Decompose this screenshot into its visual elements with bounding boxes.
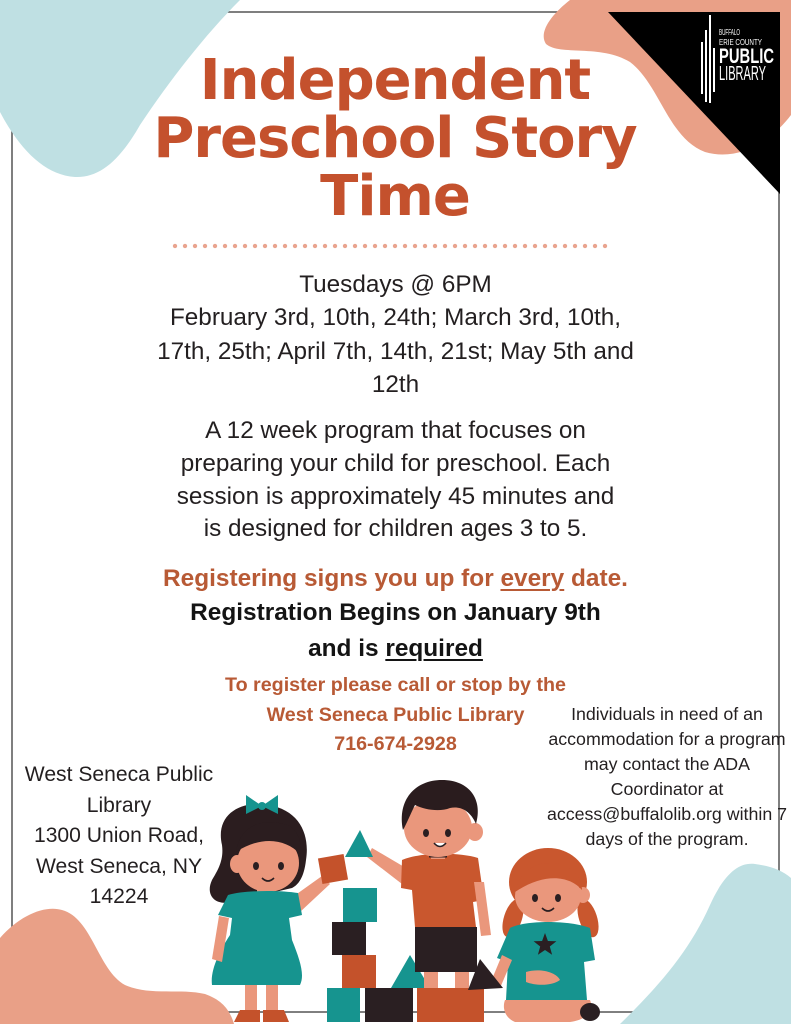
orange-block-held <box>318 854 348 884</box>
girl-left-leg <box>245 985 257 1011</box>
accessibility-notice: Individuals in need of an accommodation for a program may contact the ADA Coordinator at access@buffalolib.org within 7 days of the program. <box>546 704 788 849</box>
block-black <box>332 922 366 955</box>
girl-right-legs <box>504 1000 591 1022</box>
contact-library: West Seneca Public Library <box>266 703 525 726</box>
every-date-emphasis: every <box>500 565 565 592</box>
registration-begins <box>175 595 616 667</box>
registration-every-date <box>100 561 691 597</box>
boy-arm <box>367 848 406 884</box>
boy-eye <box>423 829 429 837</box>
block-orange <box>342 955 376 988</box>
logo-bar <box>709 15 711 103</box>
schedule-day-time: Tuesdays @ 6PM <box>299 271 492 298</box>
contact-line: To register please call or stop by the <box>225 674 566 696</box>
page-title: Independent Preschool Story Time <box>153 48 637 229</box>
logo-bar <box>713 48 715 92</box>
begins-emphasis: required <box>385 635 483 662</box>
every-date-before: Registering signs you up for <box>163 565 501 592</box>
block-teal-top <box>343 888 377 922</box>
every-date-after: date. <box>564 565 628 592</box>
teal-blob-bottom-right <box>620 864 791 1024</box>
registration-contact <box>195 671 596 760</box>
boy-leg <box>424 972 438 988</box>
boy-shirt <box>401 854 484 927</box>
address-name: West Seneca Public Library <box>24 763 214 817</box>
girl-right-eye <box>555 894 561 902</box>
girl-left-bow-knot <box>258 802 266 810</box>
library-address <box>19 760 219 913</box>
girl-left-eye <box>278 862 284 870</box>
boy-shorts <box>415 927 477 972</box>
program-description: A 12 week program that focuses on preparing your child for preschool. Each session is approximately 45 minutes and is designed for children ages 3 to 5. <box>176 417 615 543</box>
begins-text: Registration Begins on January 9th and is <box>190 599 601 662</box>
logo-text-buffalo: BUFFALO <box>719 28 740 37</box>
block-teal-bottom <box>327 988 360 1022</box>
address-street: 1300 Union Road, <box>33 824 205 847</box>
girl-left-eye <box>253 862 259 870</box>
dotted-divider <box>172 243 608 249</box>
girl-left-leg <box>266 985 278 1011</box>
girl-right-shoe <box>580 1003 600 1021</box>
schedule-dates: February 3rd, 10th, 24th; March 3rd, 10th, 17th, 25th; April 7th, 14th, 21st; May 5th and 12th <box>157 304 634 398</box>
boy-leg <box>455 972 469 988</box>
logo-text-erie-county: ERIE COUNTY <box>719 38 763 47</box>
logo-text-library: LIBRARY <box>719 63 766 85</box>
peach-blob-bottom-left <box>0 909 234 1024</box>
block-black-bottom <box>365 988 413 1022</box>
teal-triangle-held <box>345 830 373 857</box>
schedule <box>148 268 643 401</box>
boy-eye <box>445 829 451 837</box>
address-city: West Seneca, NY 14224 <box>35 854 203 908</box>
logo-bar <box>701 42 703 94</box>
girl-right-eye <box>532 894 538 902</box>
block-orange-wide <box>417 988 484 1022</box>
logo-bar <box>705 30 707 102</box>
contact-phone: 716-674-2928 <box>334 733 457 755</box>
girl-right-shirt <box>497 922 595 1000</box>
logo-text-public: PUBLIC <box>719 45 774 68</box>
girl-left <box>210 795 348 1022</box>
